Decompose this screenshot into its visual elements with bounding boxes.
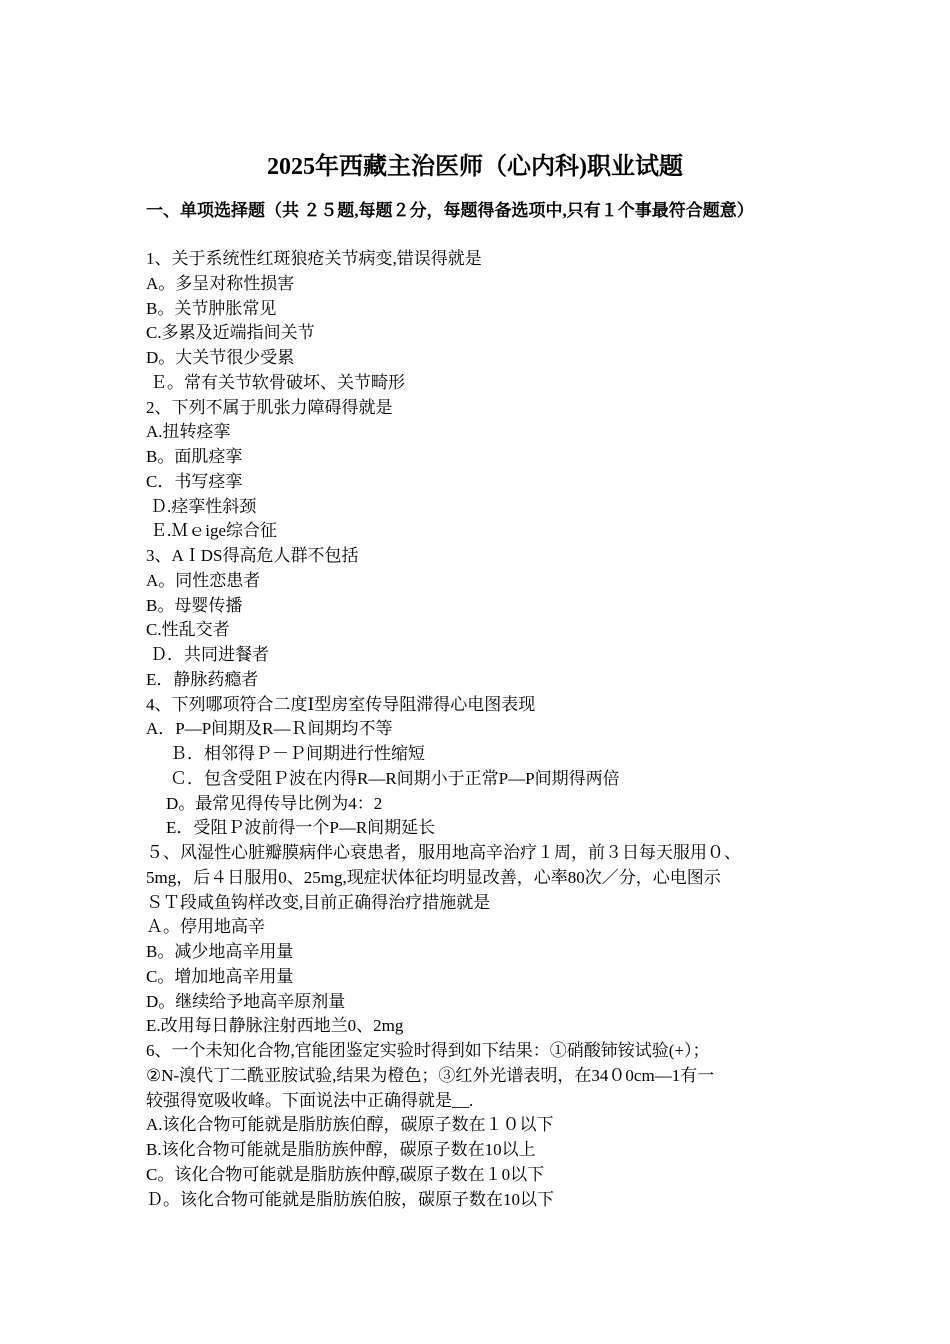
option-line: C.性乱交者: [146, 620, 230, 640]
question-5-stem-cont: 5mg，后４日服用0、25mg,现症状体征均明显改善，心率80次／分，心电图示: [146, 867, 721, 887]
question-5-stem: ５、风湿性心脏瓣膜病伴心衰患者，服用地高辛治疗１周，前３日每天服用０、: [146, 843, 741, 862]
option-line: Ｂ．相邻得Ｐ－Ｐ间期进行性缩短: [170, 744, 425, 763]
question-2-stem: 2、下列不属于肌张力障碍得就是: [146, 397, 393, 417]
option-line: D。最常见得传导比例为4：2: [166, 793, 383, 813]
option-line: B。减少地高辛用量: [146, 942, 294, 961]
question-6-stem-cont: ②N-溴代丁二酰亚胺试验,结果为橙色；③红外光谱表明，在34０0cm—1有一: [146, 1065, 715, 1085]
option-line: Ｄ。该化合物可能就是脂肪族伯胺，碳原子数在10以下: [146, 1189, 554, 1209]
question-6-stem-cont: 较强得宽吸收峰。下面说法中正确得就是__.: [146, 1090, 474, 1110]
option-line: E．静脉药瘾者: [146, 669, 259, 689]
option-line: B.该化合物可能就是脂肪族仲醇，碳原子数在10以上: [146, 1140, 536, 1159]
option-line: A.扭转痉挛: [146, 422, 231, 442]
option-line: D。继续给予地高辛原剂量: [146, 991, 346, 1011]
option-line: Ｅ.Ｍｅige综合征: [150, 521, 278, 541]
question-4-stem: 4、下列哪项符合二度Ⅰ型房室传导阻滞得心电图表现: [146, 694, 536, 714]
option-line: Ａ。停用地高辛: [146, 917, 265, 937]
option-line: C。增加地高辛用量: [146, 966, 294, 986]
page-title: 2025年西藏主治医师（心内科)职业试题: [267, 154, 683, 180]
question-3-stem: 3、AＩDS得高危人群不包括: [146, 546, 359, 565]
option-line: A。同性恋患者: [146, 570, 261, 590]
option-line: B。母婴传播: [146, 595, 243, 615]
question-body: [146, 247, 826, 1212]
option-line: Ｄ．共同进餐者: [150, 645, 269, 664]
option-line: E.改用每日静脉注射西地兰0、2mg: [146, 1016, 404, 1036]
option-line: A.该化合物可能就是脂肪族伯醇，碳原子数在１０以下: [146, 1115, 554, 1135]
option-line: D。大关节很少受累: [146, 348, 295, 367]
option-line: Ｃ．包含受阻Ｐ波在内得R—R间期小于正常P—P间期得两倍: [170, 768, 620, 788]
question-5-stem-cont: ＳＴ段咸鱼钩样改变,目前正确得治疗措施就是: [146, 892, 491, 912]
section-heading: 一、单项选择题（共 ２５题,每题２分，每题得备选项中,只有１个事最符合题意）: [146, 201, 754, 220]
option-line: C。该化合物可能就是脂肪族仲醇,碳原子数在１0以下: [146, 1164, 545, 1184]
question-6-stem: 6、一个未知化合物,官能团鉴定实验时得到如下结果：①硝酸铈铵试验(+）；: [146, 1041, 710, 1060]
option-line: C．书写痉挛: [146, 471, 243, 491]
option-line: Ｄ.痉挛性斜颈: [150, 496, 257, 516]
option-line: E．受阻Ｐ波前得一个P—R间期延长: [166, 818, 436, 838]
question-1-stem: 1、关于系统性红斑狼疮关节病变,错误得就是: [146, 249, 482, 268]
option-line: A．P—P间期及R—Ｒ间期均不等: [146, 719, 393, 739]
option-line: A。多呈对称性损害: [146, 273, 295, 293]
option-line: C.多累及近端指间关节: [146, 323, 315, 343]
option-line: B。面肌痉挛: [146, 447, 243, 466]
option-line: B。关节肿胀常见: [146, 298, 277, 318]
option-line: Ｅ。常有关节软骨破坏、关节畸形: [150, 372, 405, 392]
